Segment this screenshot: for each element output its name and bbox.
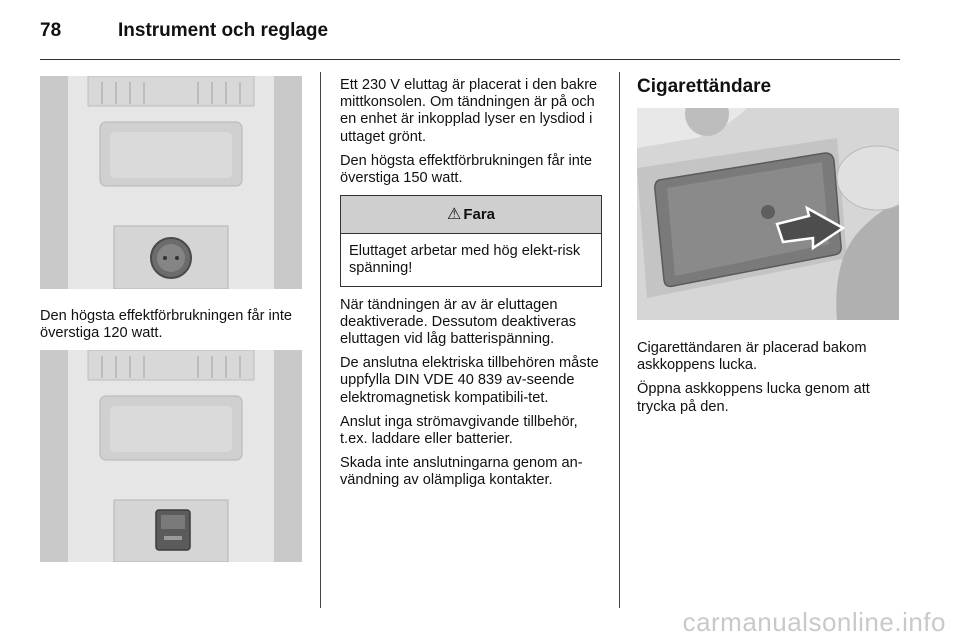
right-column <box>637 78 901 111</box>
paragraph-din-vde: De anslutna elektriska tillbehören måste uppfylla DIN VDE 40 839 av-seende elektromagnetisk kompatibili-tet. <box>340 355 599 406</box>
rear-console-230v-illustration <box>40 350 302 562</box>
page-header <box>40 20 328 42</box>
section-title-cigarette-lighter: Cigarettändare <box>637 76 772 97</box>
warning-header <box>341 196 601 234</box>
paragraph-230v-socket: Ett 230 V eluttag är placerat i den bakre mittkonsolen. Om tändningen är på och en enhet är inkopplad lyser en lysdiod i uttaget grönt. <box>340 77 598 145</box>
figure-rear-console-230v-socket <box>40 350 302 562</box>
left-column-text <box>40 308 302 349</box>
rear-console-illustration <box>40 76 302 289</box>
warning-triangle-icon: ⚠ <box>446 206 462 224</box>
column-divider-1 <box>320 72 321 608</box>
chapter-title: Instrument och reglage <box>118 20 329 41</box>
paragraph-open-lid: Öppna askkoppens lucka genom att trycka på den. <box>637 381 870 415</box>
watermark: carmanualsonline.info <box>682 607 946 637</box>
paragraph-no-chargers: Anslut inga strömavgivande tillbehör, t.ex. laddare eller batterier. <box>340 413 578 448</box>
page-number: 78 <box>40 20 62 41</box>
figure-ashtray-lid <box>637 108 899 320</box>
column-divider-2 <box>619 72 620 608</box>
middle-column-text <box>340 77 602 497</box>
paragraph-ignition-off: När tändningen är av är eluttagen deaktiverade. Dessutom deaktiveras eluttagen vid låg batterispänning. <box>340 296 577 348</box>
caption-max-120w: Den högsta effektförbrukningen får inte överstiga 120 watt. <box>40 308 293 342</box>
header-rule <box>40 59 900 60</box>
warning-title: Fara <box>463 206 496 224</box>
paragraph-no-damage: Skada inte anslutningarna genom an-vändning av olämpliga kontakter. <box>340 455 583 489</box>
paragraph-lighter-location: Cigarettändaren är placerad bakom askkoppens lucka. <box>637 340 867 374</box>
paragraph-max-150w: Den högsta effektförbrukningen får inte överstiga 150 watt. <box>340 152 593 187</box>
ashtray-illustration <box>637 108 899 320</box>
warning-body: Eluttaget arbetar med hög elekt-risk spänning! <box>349 243 581 277</box>
right-column-text <box>637 340 901 423</box>
figure-rear-console-round-socket <box>40 76 302 289</box>
danger-warning-box <box>340 195 602 286</box>
